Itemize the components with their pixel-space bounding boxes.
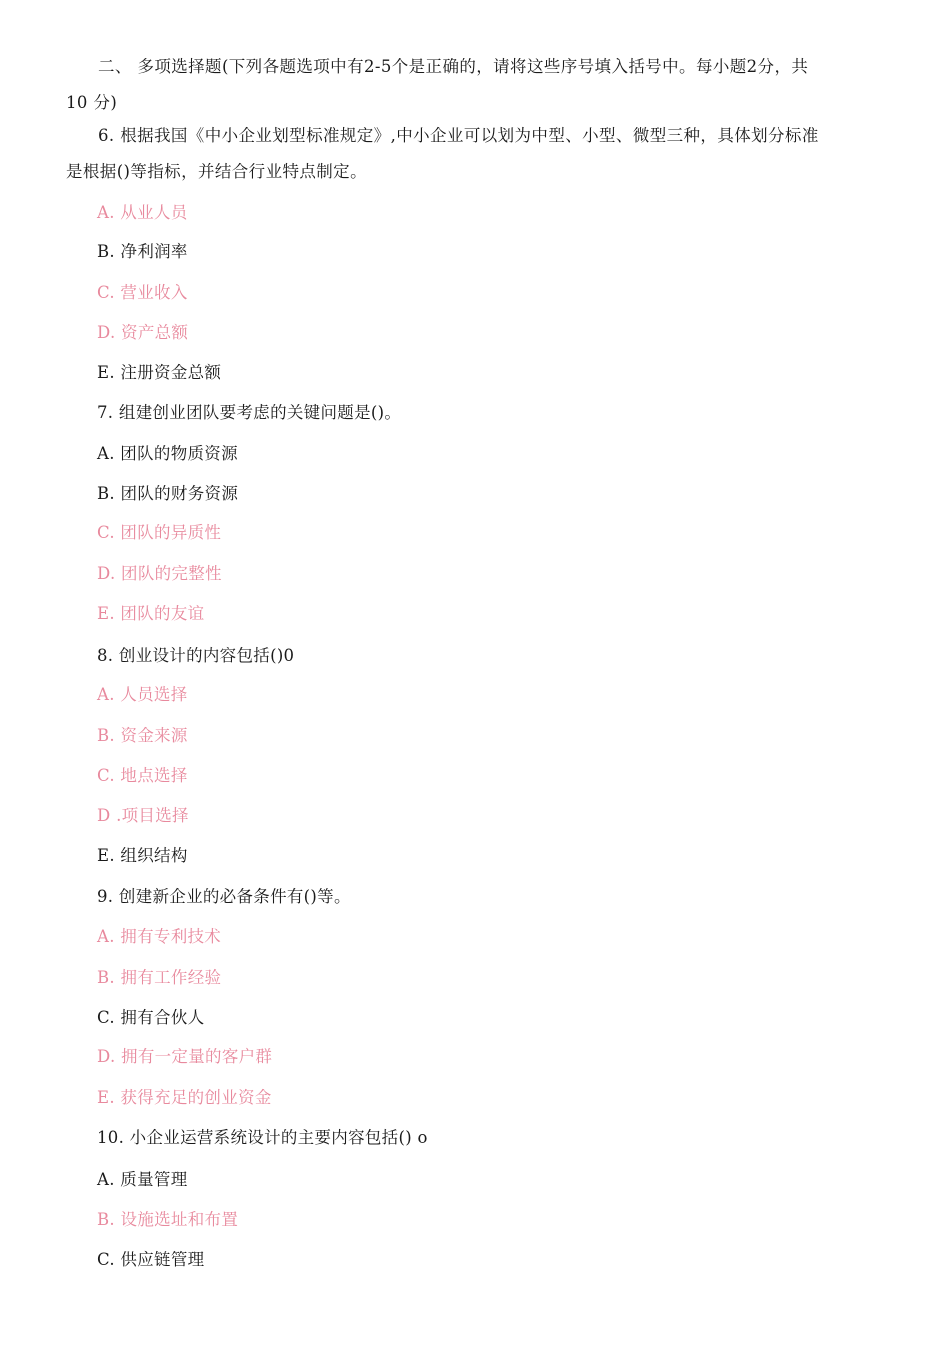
question-9-option-a: A. 拥有专利技术 bbox=[97, 927, 222, 946]
question-10: 10. 小企业运营系统设计的主要内容包括() o bbox=[97, 1128, 428, 1147]
question-9-option-b: B. 拥有工作经验 bbox=[97, 968, 222, 987]
question-7-option-e: E. 团队的友谊 bbox=[97, 604, 205, 623]
question-7-option-d: D. 团队的完整性 bbox=[97, 564, 222, 583]
question-7-option-c: C. 团队的异质性 bbox=[97, 523, 222, 542]
question-9: 9. 创建新企业的必备条件有()等。 bbox=[97, 887, 351, 906]
question-8-option-c: C. 地点选择 bbox=[97, 766, 188, 785]
section-header-line-1: 二、 多项选择题(下列各题选项中有2-5个是正确的，请将这些序号填入括号中。每小题2分，共 bbox=[98, 57, 809, 76]
question-10-option-c: C. 供应链管理 bbox=[97, 1250, 205, 1269]
question-9-option-d: D. 拥有一定量的客户群 bbox=[97, 1047, 273, 1066]
question-8: 8. 创业设计的内容包括()0 bbox=[97, 646, 295, 665]
question-7-option-b: B. 团队的财务资源 bbox=[97, 484, 239, 503]
question-6-option-e: E. 注册资金总额 bbox=[97, 363, 222, 382]
question-6-line-1: 6. 根据我国《中小企业划型标准规定》,中小企业可以划为中型、小型、微型三种，具体划分标准 bbox=[98, 126, 819, 145]
question-8-option-a: A. 人员选择 bbox=[97, 685, 188, 704]
question-6-option-d: D. 资产总额 bbox=[97, 323, 189, 342]
question-6-option-b: B. 净利润率 bbox=[97, 242, 188, 261]
section-header-line-2: 10 分) bbox=[66, 93, 118, 112]
question-8-option-b: B. 资金来源 bbox=[97, 726, 188, 745]
question-10-option-b: B. 设施选址和布置 bbox=[97, 1210, 239, 1229]
question-6-line-2: 是根据()等指标，并结合行业特点制定。 bbox=[66, 162, 367, 181]
question-6-option-a: A. 从业人员 bbox=[97, 203, 188, 222]
question-9-option-c: C. 拥有合伙人 bbox=[97, 1008, 205, 1027]
question-8-option-d: D .项目选择 bbox=[97, 806, 189, 825]
question-7-option-a: A. 团队的物质资源 bbox=[97, 444, 238, 463]
question-9-option-e: E. 获得充足的创业资金 bbox=[97, 1088, 272, 1107]
question-8-option-e: E. 组织结构 bbox=[97, 846, 188, 865]
question-10-option-a: A. 质量管理 bbox=[97, 1170, 188, 1189]
question-6 bbox=[66, 118, 886, 190]
question-6-option-c: C. 营业收入 bbox=[97, 283, 188, 302]
section-header bbox=[66, 49, 886, 121]
question-7: 7. 组建创业团队要考虑的关键问题是()。 bbox=[97, 403, 402, 422]
